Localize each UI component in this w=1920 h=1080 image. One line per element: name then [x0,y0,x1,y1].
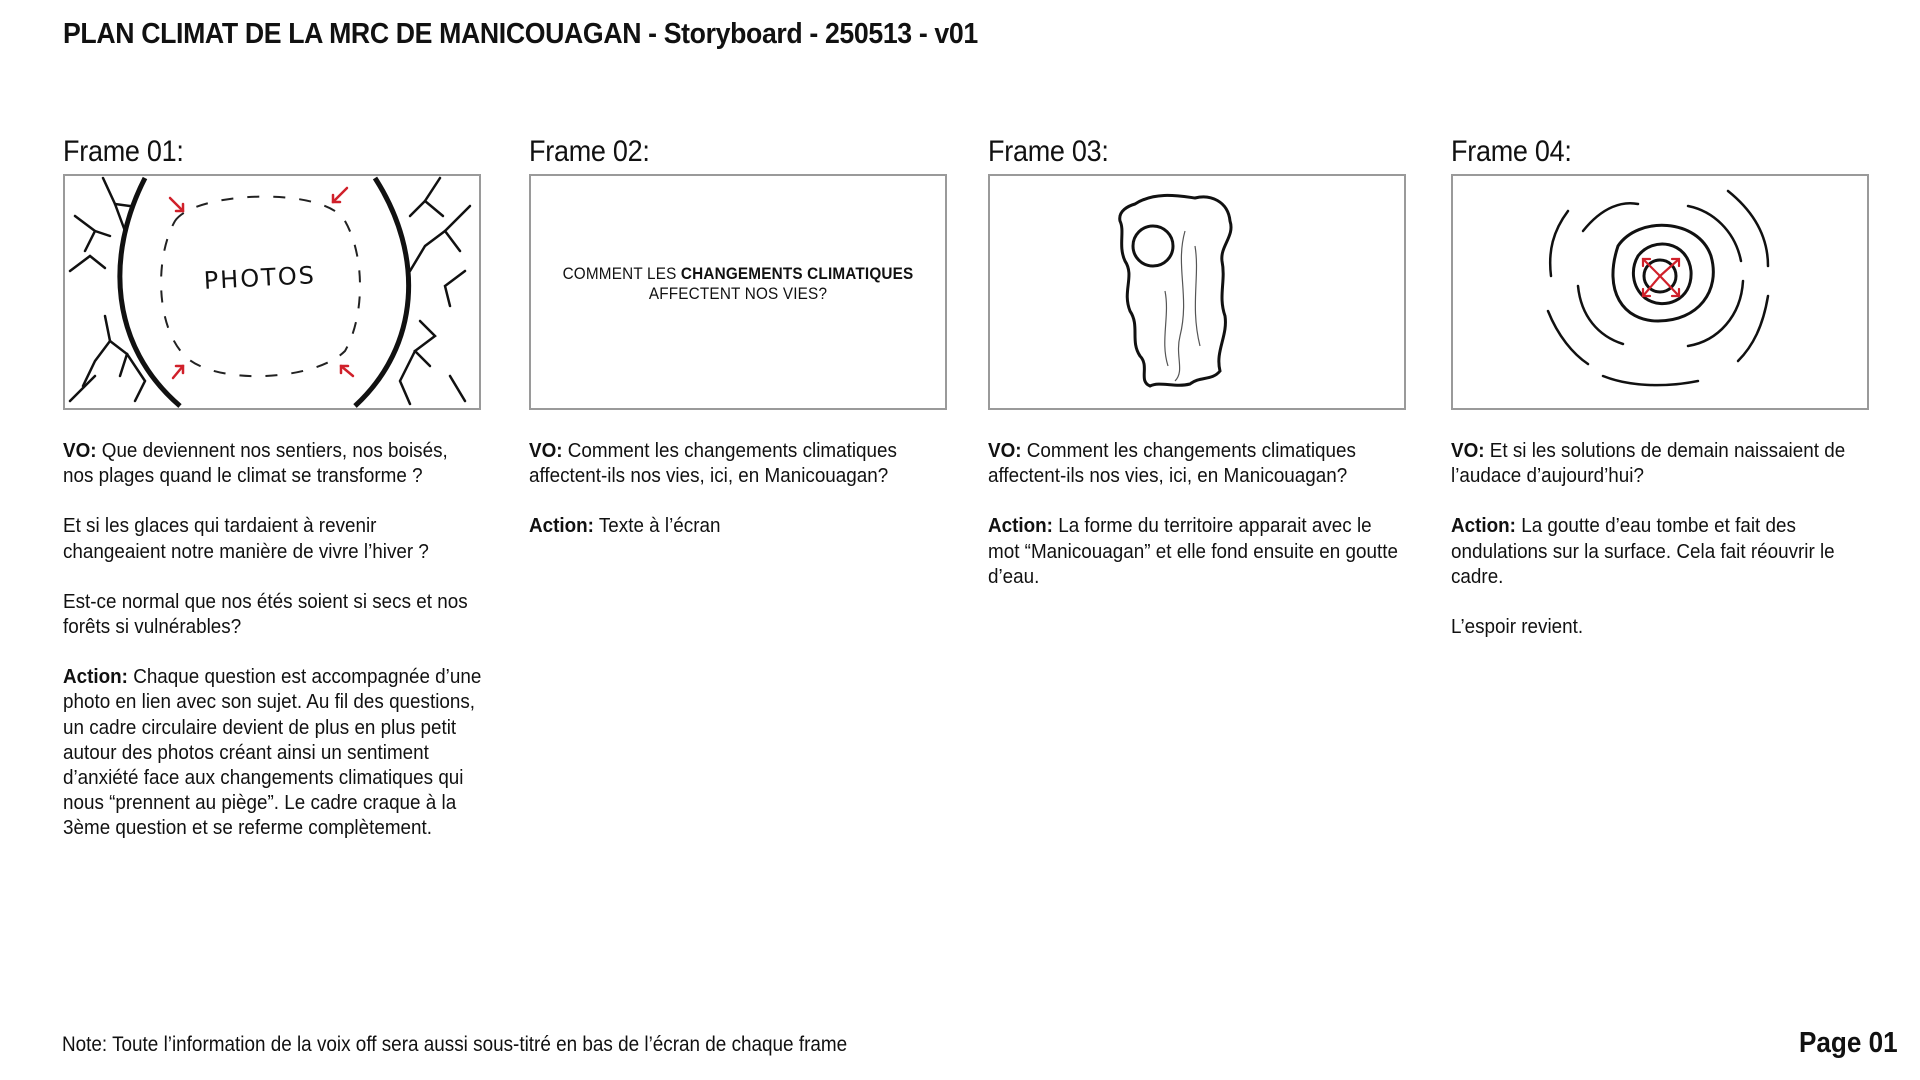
overlay-prefix: COMMENT LES [562,264,681,283]
action-text: La goutte d’eau tombe et fait des ondulations sur la surface. Cela fait réouvrir le cadre. [1451,514,1835,588]
action-label: Action: [1451,514,1516,538]
frame-01 [63,135,483,866]
frame-01-sketch [63,174,481,410]
vo-text: Que deviennent nos sentiers, nos boisés, nos plages quand le climat se transforme ? [63,439,448,488]
vo-label: VO: [63,439,97,462]
vo-extra: Et si les glaces qui tardaient à revenir changeaient notre manière de vivre l’hiver ? [63,514,429,563]
frame-03-sketch [988,174,1406,410]
frame-04-description [1451,438,1871,639]
frame-02-sketch [529,174,947,410]
overlay-bold: CHANGEMENTS CLIMATIQUES [680,264,914,283]
action-text: Texte à l’écran [593,514,721,538]
vo-text: Et si les solutions de demain naissaient de l’audace d’aujourd’hui? [1451,439,1846,488]
vo-label: VO: [1451,439,1485,462]
frame-heading: Frame 03: [988,135,1109,168]
page-number: Page 01 [1799,1027,1898,1059]
frame-heading: Frame 04: [1451,135,1572,168]
vo-text: Comment les changements climatiques affectent-ils nos vies, ici, en Manicouagan? [529,439,897,488]
action-label: Action: [63,665,128,689]
action-label: Action: [529,514,594,538]
vo-label: VO: [529,439,563,462]
document-title: PLAN CLIMAT DE LA MRC DE MANICOUAGAN - Storyboard - 250513 - v01 [63,18,978,50]
action-text: Chaque question est accompagnée d’une photo en lien avec son sujet. Au fil des questions, un cadre circulaire devient de plus en plus petit autour des photos créant ainsi un sentiment d’anxiété face aux changements climatiques qui nous “prennent au piège”. Le cadre craque à la 3ème question et se referme complètement. [63,665,482,840]
frame-02 [529,135,949,564]
frame-04-sketch [1451,174,1869,410]
action-label: Action: [988,514,1053,538]
action-text: La forme du territoire apparait avec le mot “Manicouagan” et elle fond ensuite en goutte d’eau. [988,514,1398,588]
vo-label: VO: [988,439,1022,462]
frame-03 [988,135,1408,614]
frame-heading: Frame 02: [529,135,650,168]
territory-map-illustration [990,176,1404,408]
frame-02-description [529,438,949,539]
frame-04 [1451,135,1871,664]
overlay-line2: AFFECTENT NOS VIES? [648,284,828,303]
footer-note: Note: Toute l’information de la voix off sera aussi sous-titré en bas de l’écran de chaque frame [62,1033,848,1056]
frame-01-description [63,438,483,841]
photos-sketch-illustration [65,176,479,408]
vo-extra: Est-ce normal que nos étés soient si secs et nos forêts si vulnérables? [63,589,468,639]
frame-heading: Frame 01: [63,135,184,168]
action-extra: L’espoir revient. [1451,615,1584,639]
frame-03-description [988,438,1408,589]
sketch-photos-label: PHOTOS [203,261,317,295]
vo-text: Comment les changements climatiques affectent-ils nos vies, ici, en Manicouagan? [988,439,1356,488]
water-ripple-illustration [1453,176,1867,408]
on-screen-text [552,264,925,304]
